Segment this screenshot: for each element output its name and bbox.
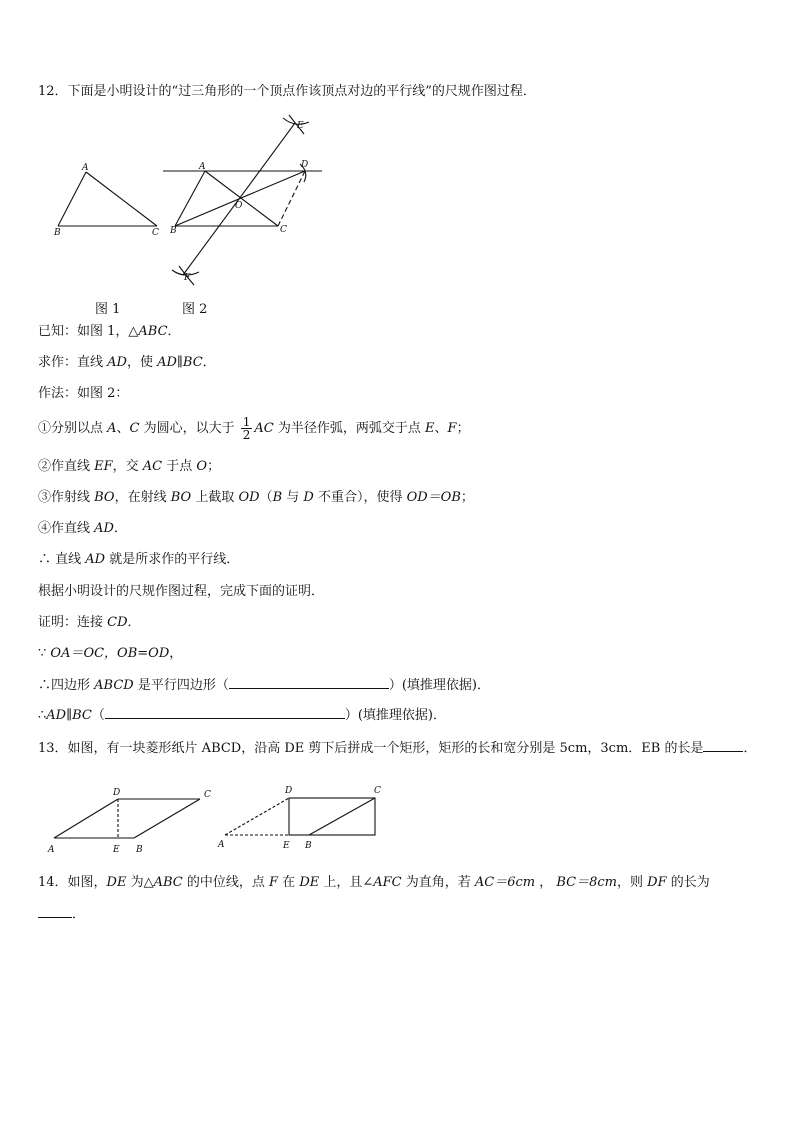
q12-proof: 证明：连接 CD． <box>38 615 141 630</box>
fig2-label-f: F <box>184 273 191 283</box>
q12-therefore1: ∴四边形 ABCD 是平行四边形（ ）(填推理依据)． <box>38 678 490 693</box>
q13-right-label-b: B <box>305 841 312 851</box>
q13-right-label-c: C <box>374 786 381 796</box>
q12-therefore2: ∴AD∥BC（ ）(填推理依据)． <box>38 708 447 723</box>
q12-step1: ①分别以点 A、C 为圆心，以大于 $\frac{1}{2}$ AC 为半径作弧，两弧交于点 E、F； <box>38 415 470 442</box>
q13-right-label-d: D <box>285 786 293 796</box>
q12-step2: ②作直线 EF，交 AC 于点 O； <box>38 459 221 474</box>
q12-title: 12．下面是小明设计的“过三角形的一个顶点作该顶点对边的平行线”的尺规作图过程． <box>38 84 536 99</box>
q14-answer-line: ． <box>38 905 85 924</box>
q12-find: 求作：直线 AD，使 AD∥BC． <box>38 355 216 370</box>
fig2-label-o: O <box>235 201 243 211</box>
q12-step4: ④作直线 AD． <box>38 521 127 536</box>
q12-method: 作法：如图 2： <box>38 386 129 401</box>
fig2-caption: 图 2 <box>182 302 208 317</box>
q13-right-label-e: E <box>283 841 290 851</box>
fig1-label-a: A <box>82 163 89 173</box>
q14-text: 14．如图，DE 为△ABC 的中位线，点 F 在 DE 上，且∠AFC 为直角，若 AC＝6cm ， BC＝8cm，则 DF 的长为 <box>38 875 710 890</box>
fig2-label-a: A <box>199 162 206 172</box>
answer-blank-4[interactable] <box>38 905 72 918</box>
q13-left-label-c: C <box>204 790 211 800</box>
fig1-label-c: C <box>152 228 159 238</box>
fig2-label-c: C <box>280 225 287 235</box>
fig2-label-d: D <box>301 160 309 170</box>
rhombus-abcd <box>54 799 200 838</box>
rectangle-figure <box>225 798 375 835</box>
q13-right-label-a: A <box>218 840 225 850</box>
q12-task: 根据小明设计的尺规作图过程，完成下面的证明． <box>38 584 325 599</box>
q12-because: ∵ OA＝OC，OB=OD， <box>38 646 183 661</box>
q13-left-label-a: A <box>48 845 55 855</box>
q13-text: 13．如图，有一块菱形纸片 ABCD，沿高 DE 剪下后拼成一个矩形，矩形的长和宽分别是 5cm，3cm．EB 的长是 ． <box>38 741 757 756</box>
fig1-label-b: B <box>54 228 61 238</box>
q12-known: 已知：如图 1，△ABC． <box>38 324 181 339</box>
q12-step3: ③作射线 BO，在射线 BO 上截取 OD（B 与 D 不重合），使得 OD＝OB； <box>38 490 474 505</box>
q12-conclusion: ∴ 直线 AD 就是所求作的平行线． <box>38 552 240 567</box>
fig1-caption: 图 1 <box>95 302 121 317</box>
fraction-half: $\frac{1}{2}$ <box>242 415 251 442</box>
q13-left-label-e: E <box>113 845 120 855</box>
q13-left-label-b: B <box>136 845 143 855</box>
fig2-label-e: E <box>297 121 304 131</box>
q13-left-label-d: D <box>113 788 121 798</box>
fig2-label-b: B <box>170 226 177 236</box>
